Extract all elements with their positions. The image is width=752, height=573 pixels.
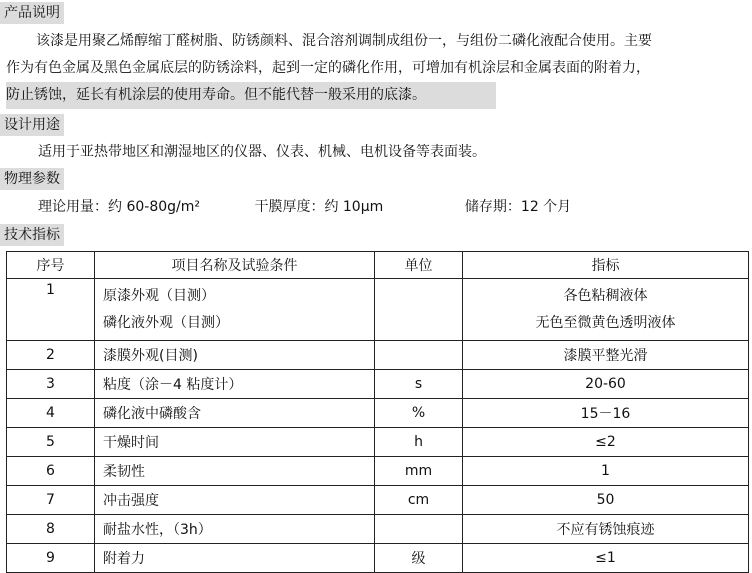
row-value: 漆膜平整光滑 (463, 341, 749, 370)
col-header-value: 指标 (463, 252, 749, 279)
row-value: 不应有锈蚀痕迹 (463, 515, 749, 544)
row-unit (375, 515, 463, 544)
row-value: ≤2 (463, 428, 749, 457)
film-thickness-text: 干膜厚度：约 10μm (254, 199, 384, 215)
row-no: 1 (7, 279, 95, 341)
description-line-2: 作为有色金属及黑色金属底层的防锈涂料，起到一定的磷化作用，可增加有机涂层和金属表面的附着力， (6, 60, 650, 76)
row-no: 9 (7, 544, 95, 573)
row-item: 柔韧性 (95, 457, 375, 486)
row-no: 8 (7, 515, 95, 544)
row-unit: mm (375, 457, 463, 486)
row-value: 20-60 (463, 370, 749, 399)
row-item (95, 279, 375, 341)
spec-table (6, 251, 749, 573)
row-item-line-2: 磷化液外观（目测） (103, 314, 229, 331)
description-paragraph (6, 28, 748, 109)
row-unit (375, 341, 463, 370)
row-no: 4 (7, 399, 95, 428)
row-item: 粘度（涂－4 粘度计） (95, 370, 375, 399)
row-item: 附着力 (95, 544, 375, 573)
row-no: 6 (7, 457, 95, 486)
physical-params (38, 195, 571, 219)
row-item: 磷化液中磷酸含 (95, 399, 375, 428)
table-row (7, 341, 749, 370)
table-row (7, 515, 749, 544)
table-row (7, 370, 749, 399)
description-line-3: 防止锈蚀，延长有机涂层的使用寿命。但不能代替一般采用的底漆。 (6, 82, 496, 109)
row-no: 2 (7, 341, 95, 370)
section-heading-design-use: 设计用途 (0, 114, 64, 136)
col-header-item: 项目名称及试验条件 (95, 252, 375, 279)
row-item: 冲击强度 (95, 486, 375, 515)
row-unit: % (375, 399, 463, 428)
coverage-text: 理论用量：约 60-80g/m² (38, 199, 200, 215)
row-item: 干燥时间 (95, 428, 375, 457)
section-heading-product-description: 产品说明 (0, 2, 64, 24)
section-heading-tech-specs: 技术指标 (0, 224, 64, 246)
row-value: 50 (463, 486, 749, 515)
row-item: 耐盐水性，（3h） (95, 515, 375, 544)
row-unit: h (375, 428, 463, 457)
storage-text: 储存期：12 个月 (464, 199, 572, 215)
row-value-line-1: 各色粘稠液体 (563, 287, 648, 304)
description-line-1: 该漆是用聚乙烯醇缩丁醛树脂、防锈颜料、混合溶剂调制成组份一，与组份二磷化液配合使用。主要 (36, 33, 652, 49)
row-unit: s (375, 370, 463, 399)
table-row (7, 279, 749, 341)
table-row (7, 544, 749, 573)
col-header-unit: 单位 (375, 252, 463, 279)
row-no: 3 (7, 370, 95, 399)
section-heading-physical-params: 物理参数 (0, 168, 64, 190)
row-value: ≤1 (463, 544, 749, 573)
table-row (7, 428, 749, 457)
row-value: 1 (463, 457, 749, 486)
row-no: 7 (7, 486, 95, 515)
row-unit: 级 (375, 544, 463, 573)
row-unit (375, 279, 463, 341)
row-unit: cm (375, 486, 463, 515)
table-row (7, 486, 749, 515)
table-row (7, 399, 749, 428)
row-item-line-1: 原漆外观（目测） (103, 287, 215, 304)
row-value-line-2: 无色至微黄色透明液体 (535, 314, 676, 331)
row-item: 漆膜外观(目测) (95, 341, 375, 370)
table-row (7, 457, 749, 486)
row-value (463, 279, 749, 341)
col-header-no: 序号 (7, 252, 95, 279)
row-value: 15－16 (463, 399, 749, 428)
row-no: 5 (7, 428, 95, 457)
usage-text: 适用于亚热带地区和潮湿地区的仪器、仪表、机械、电机设备等表面装。 (38, 144, 486, 160)
